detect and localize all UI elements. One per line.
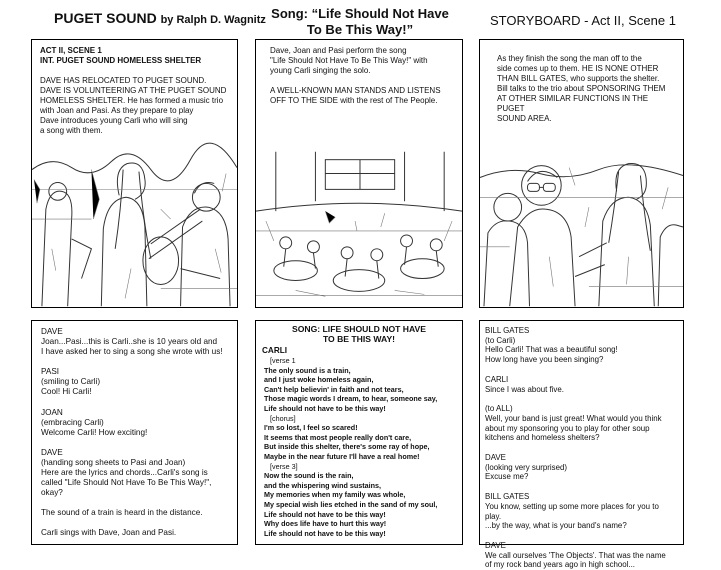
song-heading bbox=[250, 6, 470, 38]
panel-text-line: with Joan and Pasi. As they prepare to play bbox=[40, 106, 194, 115]
script-gap bbox=[41, 357, 231, 367]
script-line: ...by the way, what is your band's name? bbox=[485, 521, 627, 531]
song-singer: CARLI bbox=[262, 346, 288, 355]
song-title-line1: SONG: LIFE SHOULD NOT HAVE bbox=[292, 324, 426, 334]
panel-text-gap bbox=[270, 76, 456, 86]
lyric-line: and I just woke homeless again, bbox=[264, 375, 374, 385]
script-line: Cool! Hi Carli! bbox=[41, 387, 92, 397]
script-line: How long have you been singing? bbox=[485, 355, 604, 365]
sketch-musicians-illustration bbox=[32, 149, 237, 307]
script-line: (handing song sheets to Pasi and Joan) bbox=[41, 457, 186, 467]
panel-text-line: OFF TO THE SIDE with the rest of The People. bbox=[270, 96, 438, 105]
script-gap bbox=[41, 438, 231, 448]
panel-text-line: DAVE HAS RELOCATED TO PUGET SOUND. bbox=[40, 76, 207, 85]
script-line: You know, setting up some more places for you to play. bbox=[485, 501, 659, 521]
lyric-line: The only sound is a train, bbox=[264, 365, 351, 375]
song-heading-line1: Song: “Life Should Not Have bbox=[271, 6, 449, 21]
panel-text-line: Dave, Joan and Pasi perform the song bbox=[270, 46, 407, 55]
song-lyrics-text bbox=[262, 324, 456, 538]
script-line: (to Carli) bbox=[485, 335, 516, 345]
lyric-line: Can't help believin' in faith and not tears, bbox=[264, 384, 404, 394]
script-line: BILL GATES bbox=[485, 326, 530, 335]
lyric-line: Maybe in the near future I'll have a real home! bbox=[264, 451, 420, 461]
lyric-line: Now the sound is the rain, bbox=[264, 471, 354, 481]
panel-text-line: THAN BILL GATES, who supports the shelter. bbox=[497, 74, 660, 83]
song-title-line2: TO BE THIS WAY! bbox=[322, 334, 396, 344]
script-panel-3 bbox=[479, 320, 684, 570]
script-line: Well, your band is just great! What would you think bbox=[485, 413, 662, 423]
script-line: of my rock band years ago in high school... bbox=[485, 560, 636, 570]
script-line: (to ALL) bbox=[485, 404, 513, 414]
lyric-line: But inside this shelter, there's some ray of hope, bbox=[264, 442, 430, 452]
script-panel-1-text bbox=[41, 327, 231, 539]
panel-2-text bbox=[270, 46, 456, 106]
script-gap bbox=[485, 394, 677, 404]
panel-text-line: AT OTHER SIMILAR FUNCTIONS IN THE PUGET bbox=[497, 94, 649, 113]
panel-text-line: Bill talks to the trio about SPONSORING THEM bbox=[497, 84, 666, 93]
script-gap bbox=[485, 443, 677, 453]
script-line: Excuse me? bbox=[485, 472, 529, 482]
script-panel-1 bbox=[31, 320, 238, 545]
script-line: CARLI bbox=[485, 374, 509, 384]
lyric-line: It seems that most people really don't care, bbox=[264, 432, 412, 442]
lyric-line: My special wish lies etched in the sand of my soul, bbox=[264, 499, 438, 509]
script-line: (smiling to Carli) bbox=[41, 377, 101, 387]
panel-text-line: "Life Should Not Have To Be This Way!" with bbox=[270, 56, 428, 65]
panel-text-line: HOMELESS SHELTER. He has formed a music trio bbox=[40, 96, 224, 105]
panel-text-line: SOUND AREA. bbox=[497, 114, 552, 123]
storyboard-title bbox=[54, 10, 266, 26]
panel-text-line: A WELL-KNOWN MAN STANDS AND LISTENS bbox=[270, 86, 441, 95]
panel-text-line: a song with them. bbox=[40, 126, 103, 135]
storyboard-panel-2 bbox=[255, 39, 463, 308]
lyric-line: and the whispering wind sustains, bbox=[264, 480, 382, 490]
author-byline: by Ralph D. Wagnitz bbox=[160, 14, 266, 26]
lyric-line: I'm so lost, I feel so scared! bbox=[264, 423, 358, 433]
lyric-line: My memories when my family was whole, bbox=[264, 490, 406, 500]
panel-text-gap bbox=[40, 66, 231, 76]
script-line: Joan...Pasi...this is Carli..she is 10 years old and bbox=[41, 337, 218, 347]
script-gap bbox=[485, 482, 677, 492]
script-line: called "Life Should Not Have To Be This Way!", okay? bbox=[41, 478, 212, 498]
script-line: DAVE bbox=[485, 540, 506, 550]
song-section-label: [verse 3] bbox=[270, 461, 298, 471]
script-gap bbox=[485, 365, 677, 375]
script-panel-3-text bbox=[485, 326, 677, 570]
script-gap bbox=[41, 518, 231, 528]
song-section-label: [chorus] bbox=[270, 413, 296, 423]
script-line: Carli sings with Dave, Joan and Pasi. bbox=[41, 528, 177, 538]
script-line: Hello Carli! That was a beautiful song! bbox=[485, 345, 618, 355]
lyric-line: Why does life have to hurt this way! bbox=[264, 519, 387, 529]
panel-text-line: side comes up to them. HE IS NONE OTHER bbox=[497, 64, 659, 73]
script-line: DAVE bbox=[41, 447, 63, 457]
script-line: I have asked her to sing a song she wrote with us! bbox=[41, 347, 223, 357]
lyric-line: Those magic words I dream, to hear, someone say, bbox=[264, 394, 438, 404]
song-heading-line2: To Be This Way!” bbox=[306, 22, 414, 37]
panel-text-line: young Carli singing the solo. bbox=[270, 66, 371, 75]
storyboard-panel-3 bbox=[479, 39, 684, 308]
panel-text-line: Dave introduces young Carli who will sing bbox=[40, 116, 188, 125]
panel-1-text bbox=[40, 46, 231, 136]
storyboard-panel-1 bbox=[31, 39, 238, 308]
script-line: We call ourselves 'The Objects'. That was the name bbox=[485, 550, 666, 560]
script-line: Welcome Carli! How exciting! bbox=[41, 427, 148, 437]
script-line: about my sponsoring you to play for other soup bbox=[485, 423, 650, 433]
script-line: (looking very surprised) bbox=[485, 462, 568, 472]
song-section-label: [verse 1 bbox=[270, 356, 296, 365]
script-line: BILL GATES bbox=[485, 492, 530, 502]
sketch-shelter-crowd-illustration bbox=[256, 151, 462, 307]
script-line: DAVE bbox=[41, 327, 63, 336]
script-line: The sound of a train is heard in the distance. bbox=[41, 508, 203, 518]
panel-text-line: ACT II, SCENE 1 bbox=[40, 46, 102, 55]
script-gap bbox=[41, 398, 231, 408]
storyboard-scene-label: STORYBOARD - Act II, Scene 1 bbox=[490, 13, 676, 28]
script-line: DAVE bbox=[485, 453, 506, 463]
title-text: PUGET SOUND bbox=[54, 10, 157, 26]
script-gap bbox=[41, 498, 231, 508]
script-line: (embracing Carli) bbox=[41, 417, 104, 427]
panel-3-text bbox=[497, 54, 677, 124]
script-line: Here are the lyrics and chords...Carli's song is bbox=[41, 468, 208, 478]
panel-text-line: DAVE IS VOLUNTEERING AT THE PUGET SOUND bbox=[40, 86, 227, 95]
script-line: PASI bbox=[41, 367, 60, 377]
script-line: Since I was about five. bbox=[485, 384, 564, 394]
song-lyrics-panel bbox=[255, 320, 463, 545]
lyric-line: Life should not have to be this way! bbox=[264, 403, 386, 413]
script-line: kitchens and homeless shelters? bbox=[485, 433, 600, 443]
sketch-bill-gates-illustration bbox=[480, 147, 683, 307]
panel-text-line: INT. PUGET SOUND HOMELESS SHELTER bbox=[40, 56, 202, 65]
script-line: JOAN bbox=[41, 407, 63, 417]
song-lyrics bbox=[264, 356, 456, 538]
lyric-line: Life should not have to be this way! bbox=[264, 528, 386, 538]
script-gap bbox=[485, 531, 677, 541]
lyric-line: Life should not have to be this way! bbox=[264, 509, 386, 519]
panel-text-line: As they finish the song the man off to the bbox=[497, 54, 642, 63]
